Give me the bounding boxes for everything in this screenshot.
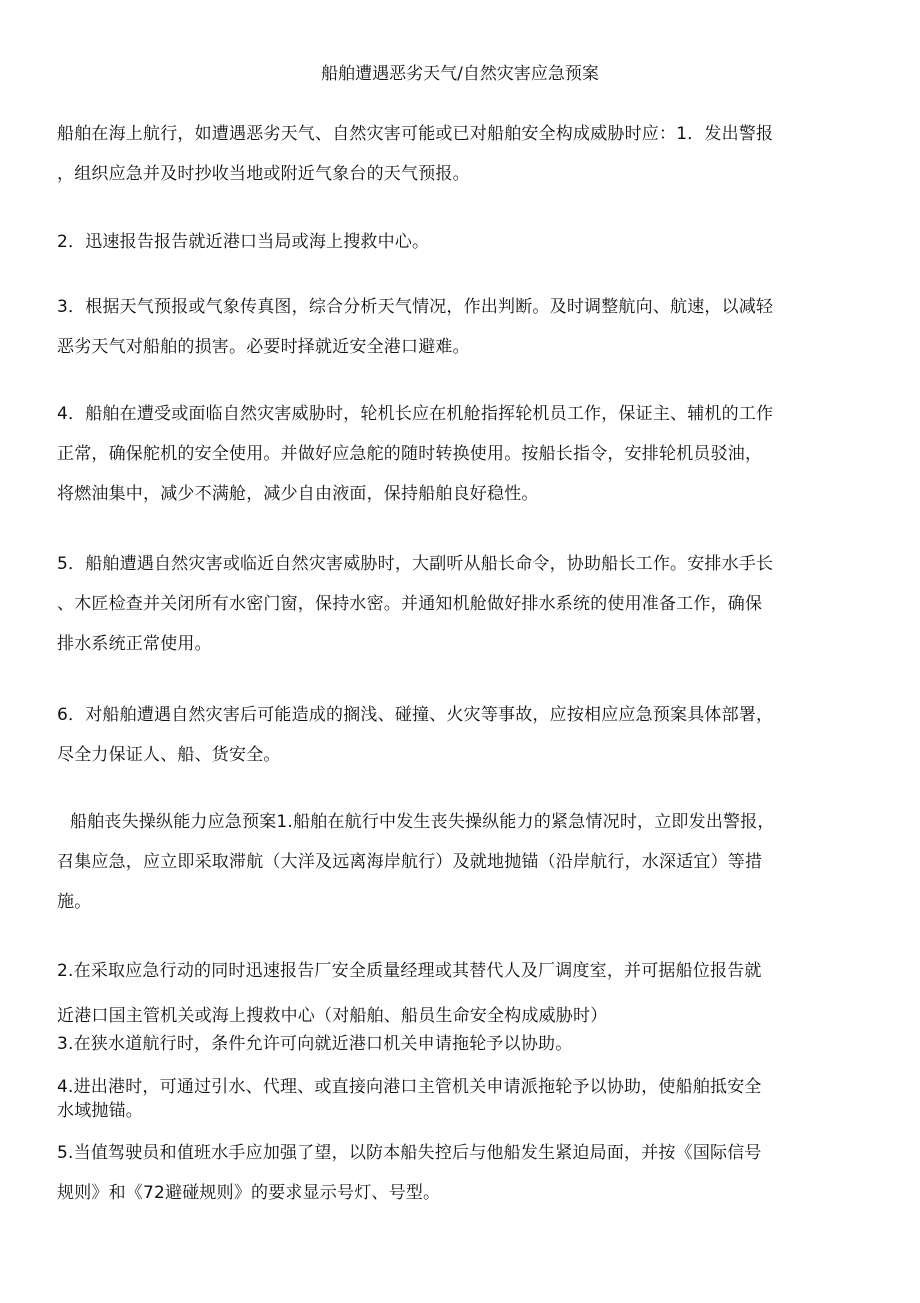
paragraph-line: ，组织应急并及时抄收当地或附近气象台的天气预报。 — [57, 164, 470, 184]
paragraph-line: 将燃油集中，减少不满舱，减少自由液面，保持船舶良好稳性。 — [57, 484, 539, 504]
paragraph-line: 4．船舶在遭受或面临自然灾害威胁时，轮机长应在机舱指挥轮机员工作，保证主、辅机的工作 — [57, 404, 774, 424]
paragraph-line: 5.当值驾驶员和值班水手应加强了望，以防本船失控后与他船发生紧迫局面，并按《国际信号 — [57, 1143, 762, 1163]
paragraph-line: 2.在采取应急行动的同时迅速报告厂安全质量经理或其替代人及厂调度室，并可据船位报告就 — [57, 961, 762, 981]
paragraph-steering-item-4 — [57, 1075, 862, 1123]
paragraph-line: 召集应急，应立即采取滞航（大洋及远离海岸航行）及就地抛锚（沿岸航行，水深适宜）等措 — [57, 852, 763, 872]
paragraph-line: 船舶丧失操纵能力应急预案1.船舶在航行中发生丧失操纵能力的紧急情况时，立即发出警报， — [70, 812, 775, 832]
paragraph-weather-intro — [57, 114, 862, 194]
paragraph-item-3 — [57, 287, 862, 367]
paragraph-steering-loss-intro-cont — [57, 842, 862, 922]
paragraph-line: 近港口国主管机关或海上搜救中心（对船舶、船员生命安全构成威胁时） — [57, 1006, 608, 1026]
paragraph-line: 3．根据天气预报或气象传真图，综合分析天气情况，作出判断。及时调整航向、航速，以减轻 — [57, 297, 774, 317]
paragraph-line: 、木匠检查并关闭所有水密门窗，保持水密。并通知机舱做好排水系统的使用准备工作，确保 — [57, 594, 763, 614]
paragraph-item-4 — [57, 394, 862, 514]
paragraph-item-5 — [57, 544, 862, 664]
paragraph-line: 6．对船舶遭遇自然灾害后可能造成的搁浅、碰撞、火灾等事故，应按相应应急预案具体部署， — [57, 705, 774, 725]
paragraph-line: 4.进出港时，可通过引水、代理、或直接向港口主管机关申请派拖轮予以协助，使船舶抵安全 — [57, 1077, 762, 1097]
paragraph-line: 恶劣天气对船舶的损害。必要时择就近安全港口避难。 — [57, 337, 470, 357]
paragraph-line: 施。 — [57, 892, 92, 912]
paragraph-line: 船舶在海上航行，如遭遇恶劣天气、自然灾害可能或已对船舶安全构成威胁时应：1．发出警报 — [57, 124, 774, 144]
paragraph-line: 尽全力保证人、船、货安全。 — [57, 745, 281, 765]
paragraph-steering-item-2 — [57, 951, 862, 991]
paragraph-item-2 — [57, 222, 862, 262]
paragraph-line: 3.在狭水道航行时，条件允许可向就近港口机关申请拖轮予以协助。 — [57, 1034, 573, 1054]
paragraph-line: 2．迅速报告报告就近港口当局或海上搜救中心。 — [57, 232, 430, 252]
paragraph-steering-item-5 — [57, 1133, 862, 1213]
paragraph-line: 排水系统正常使用。 — [57, 634, 212, 654]
paragraph-item-6 — [57, 695, 862, 775]
paragraph-line: 正常，确保舵机的安全使用。并做好应急舵的随时转换使用。按船长指令，安排轮机员驳油， — [57, 444, 763, 464]
paragraph-line: 5．船舶遭遇自然灾害或临近自然灾害威胁时，大副听从船长命令，协助船长工作。安排水手长 — [57, 554, 774, 574]
paragraph-line: 规则》和《72避碰规则》的要求显示号灯、号型。 — [57, 1183, 441, 1203]
paragraph-line: 水域抛锚。 — [57, 1101, 143, 1121]
page-title: 船舶遭遇恶劣天气/自然灾害应急预案 — [321, 64, 599, 84]
paragraph-steering-loss-intro — [70, 802, 862, 842]
paragraph-steering-item-2-cont — [57, 1004, 862, 1056]
